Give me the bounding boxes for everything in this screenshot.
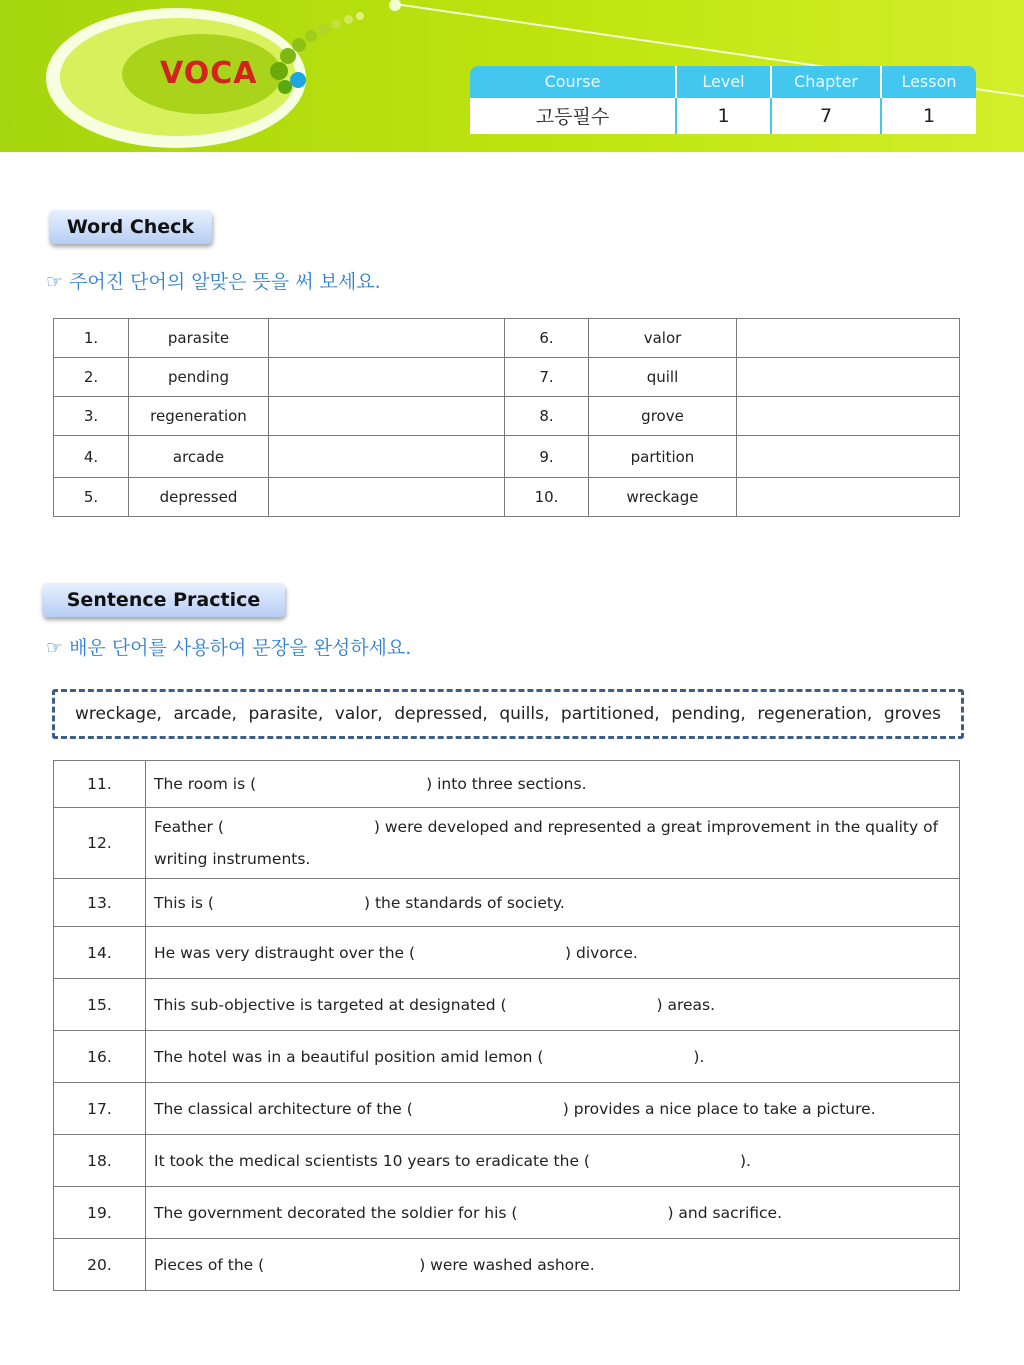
word-row xyxy=(54,319,960,358)
sentence-row xyxy=(54,879,960,927)
sentence-after-blank: ) the standards of society. xyxy=(363,893,565,912)
word-term: parasite xyxy=(129,319,269,358)
sentence-number: 17. xyxy=(54,1083,146,1135)
word-row xyxy=(54,358,960,397)
word-bank-item: groves xyxy=(883,704,941,724)
sentence-before-blank: The government decorated the soldier for his ( xyxy=(154,1203,518,1222)
sentence-before-blank: The hotel was in a beautiful position amid lemon ( xyxy=(154,1047,544,1066)
sentence-before-blank: Pieces of the ( xyxy=(154,1255,265,1274)
meaning-answer-cell[interactable] xyxy=(269,319,505,358)
sentence-text xyxy=(146,1239,960,1291)
meaning-answer-cell[interactable] xyxy=(269,358,505,397)
sentence-row xyxy=(54,927,960,979)
word-bank-item: depressed, xyxy=(394,704,488,724)
sentence-after-blank: ) were developed and represented a great improvement in the quality of xyxy=(373,818,939,836)
sentence-text xyxy=(146,808,960,879)
word-number: 3. xyxy=(54,397,129,436)
sentence-number: 16. xyxy=(54,1031,146,1083)
course-info-table xyxy=(470,66,976,134)
sentence-row xyxy=(54,808,960,879)
word-check-table xyxy=(53,318,960,517)
word-term: grove xyxy=(589,397,737,436)
sentence-before-blank: The classical architecture of the ( xyxy=(154,1099,413,1118)
word-term: arcade xyxy=(129,436,269,478)
sentence-before-blank: This is ( xyxy=(154,893,214,912)
sentence-after-blank: ) and sacrifice. xyxy=(667,1203,783,1222)
word-term: wreckage xyxy=(589,478,737,517)
word-bank-item: quills, xyxy=(499,704,550,724)
sentence-after-blank: ). xyxy=(739,1151,751,1170)
word-number: 8. xyxy=(505,397,589,436)
sentence-number: 13. xyxy=(54,879,146,927)
sentence-before-blank: This sub-objective is targeted at designated ( xyxy=(154,995,507,1014)
meaning-answer-cell[interactable] xyxy=(269,478,505,517)
word-row xyxy=(54,478,960,517)
sentence-row xyxy=(54,979,960,1031)
sentence-before-blank: It took the medical scientists 10 years to eradicate the ( xyxy=(154,1151,590,1170)
sentence-before-blank: He was very distraught over the ( xyxy=(154,943,416,962)
sentence-practice-instruction: ☞ 배운 단어를 사용하여 문장을 완성하세요. xyxy=(46,637,412,659)
word-number: 10. xyxy=(505,478,589,517)
column-header-level: Level xyxy=(676,66,771,98)
column-header-lesson: Lesson xyxy=(881,66,976,98)
sentence-number: 20. xyxy=(54,1239,146,1291)
sentence-continuation: writing instruments. xyxy=(154,850,311,868)
sentence-number: 15. xyxy=(54,979,146,1031)
sentence-table xyxy=(53,760,960,1291)
column-header-course: Course xyxy=(470,66,676,98)
sentence-row xyxy=(54,761,960,808)
word-term: regeneration xyxy=(129,397,269,436)
sentence-row xyxy=(54,1031,960,1083)
word-number: 5. xyxy=(54,478,129,517)
sentence-row xyxy=(54,1187,960,1239)
word-check-instruction: ☞ 주어진 단어의 알맞은 뜻을 써 보세요. xyxy=(46,271,381,293)
word-bank-item: valor, xyxy=(334,704,383,724)
word-number: 6. xyxy=(505,319,589,358)
word-row xyxy=(54,397,960,436)
word-term: depressed xyxy=(129,478,269,517)
chapter-value: 7 xyxy=(771,98,881,134)
sentence-text xyxy=(146,879,960,927)
word-number: 7. xyxy=(505,358,589,397)
sentence-row xyxy=(54,1083,960,1135)
sentence-number: 12. xyxy=(54,808,146,879)
word-number: 1. xyxy=(54,319,129,358)
sentence-after-blank: ) were washed ashore. xyxy=(419,1255,595,1274)
word-term: quill xyxy=(589,358,737,397)
word-bank-item: wreckage, xyxy=(75,704,162,724)
meaning-answer-cell[interactable] xyxy=(737,397,960,436)
sentence-before-blank: The room is ( xyxy=(154,775,257,793)
sentence-before-blank: Feather ( xyxy=(154,818,224,836)
sentence-text xyxy=(146,1031,960,1083)
sentence-text xyxy=(146,1135,960,1187)
sentence-number: 14. xyxy=(54,927,146,979)
word-bank-item: regeneration, xyxy=(757,704,873,724)
course-value: 고등필수 xyxy=(470,98,676,134)
word-bank-item: pending, xyxy=(671,704,746,724)
sentence-row xyxy=(54,1135,960,1187)
column-header-chapter: Chapter xyxy=(771,66,881,98)
meaning-answer-cell[interactable] xyxy=(269,397,505,436)
sentence-after-blank: ) provides a nice place to take a picture. xyxy=(562,1099,876,1118)
sentence-row xyxy=(54,1239,960,1291)
word-row xyxy=(54,436,960,478)
word-check-heading: Word Check xyxy=(49,210,212,244)
meaning-answer-cell[interactable] xyxy=(269,436,505,478)
word-number: 4. xyxy=(54,436,129,478)
word-number: 9. xyxy=(505,436,589,478)
sentence-after-blank: ) areas. xyxy=(656,995,716,1014)
sentence-practice-heading: Sentence Practice xyxy=(42,583,285,617)
sentence-text xyxy=(146,979,960,1031)
logo-text: VOCA xyxy=(160,56,258,91)
word-term: pending xyxy=(129,358,269,397)
level-value: 1 xyxy=(676,98,771,134)
word-term: valor xyxy=(589,319,737,358)
sentence-text xyxy=(146,1083,960,1135)
sentence-text xyxy=(146,927,960,979)
header-banner xyxy=(0,0,1024,152)
sentence-text xyxy=(146,1187,960,1239)
sentence-number: 18. xyxy=(54,1135,146,1187)
word-bank-item: parasite, xyxy=(248,704,324,724)
sentence-number: 11. xyxy=(54,761,146,808)
word-bank-box xyxy=(52,689,964,739)
lesson-value: 1 xyxy=(881,98,976,134)
word-bank-item: arcade, xyxy=(173,704,237,724)
word-term: partition xyxy=(589,436,737,478)
meaning-answer-cell[interactable] xyxy=(737,478,960,517)
word-bank-item: partitioned, xyxy=(560,704,660,724)
meaning-answer-cell[interactable] xyxy=(737,358,960,397)
sentence-after-blank: ). xyxy=(693,1047,705,1066)
meaning-answer-cell[interactable] xyxy=(737,319,960,358)
sentence-after-blank: ) divorce. xyxy=(565,943,638,962)
sentence-text xyxy=(146,761,960,808)
meaning-answer-cell[interactable] xyxy=(737,436,960,478)
sentence-after-blank: ) into three sections. xyxy=(426,775,587,793)
sentence-number: 19. xyxy=(54,1187,146,1239)
word-number: 2. xyxy=(54,358,129,397)
